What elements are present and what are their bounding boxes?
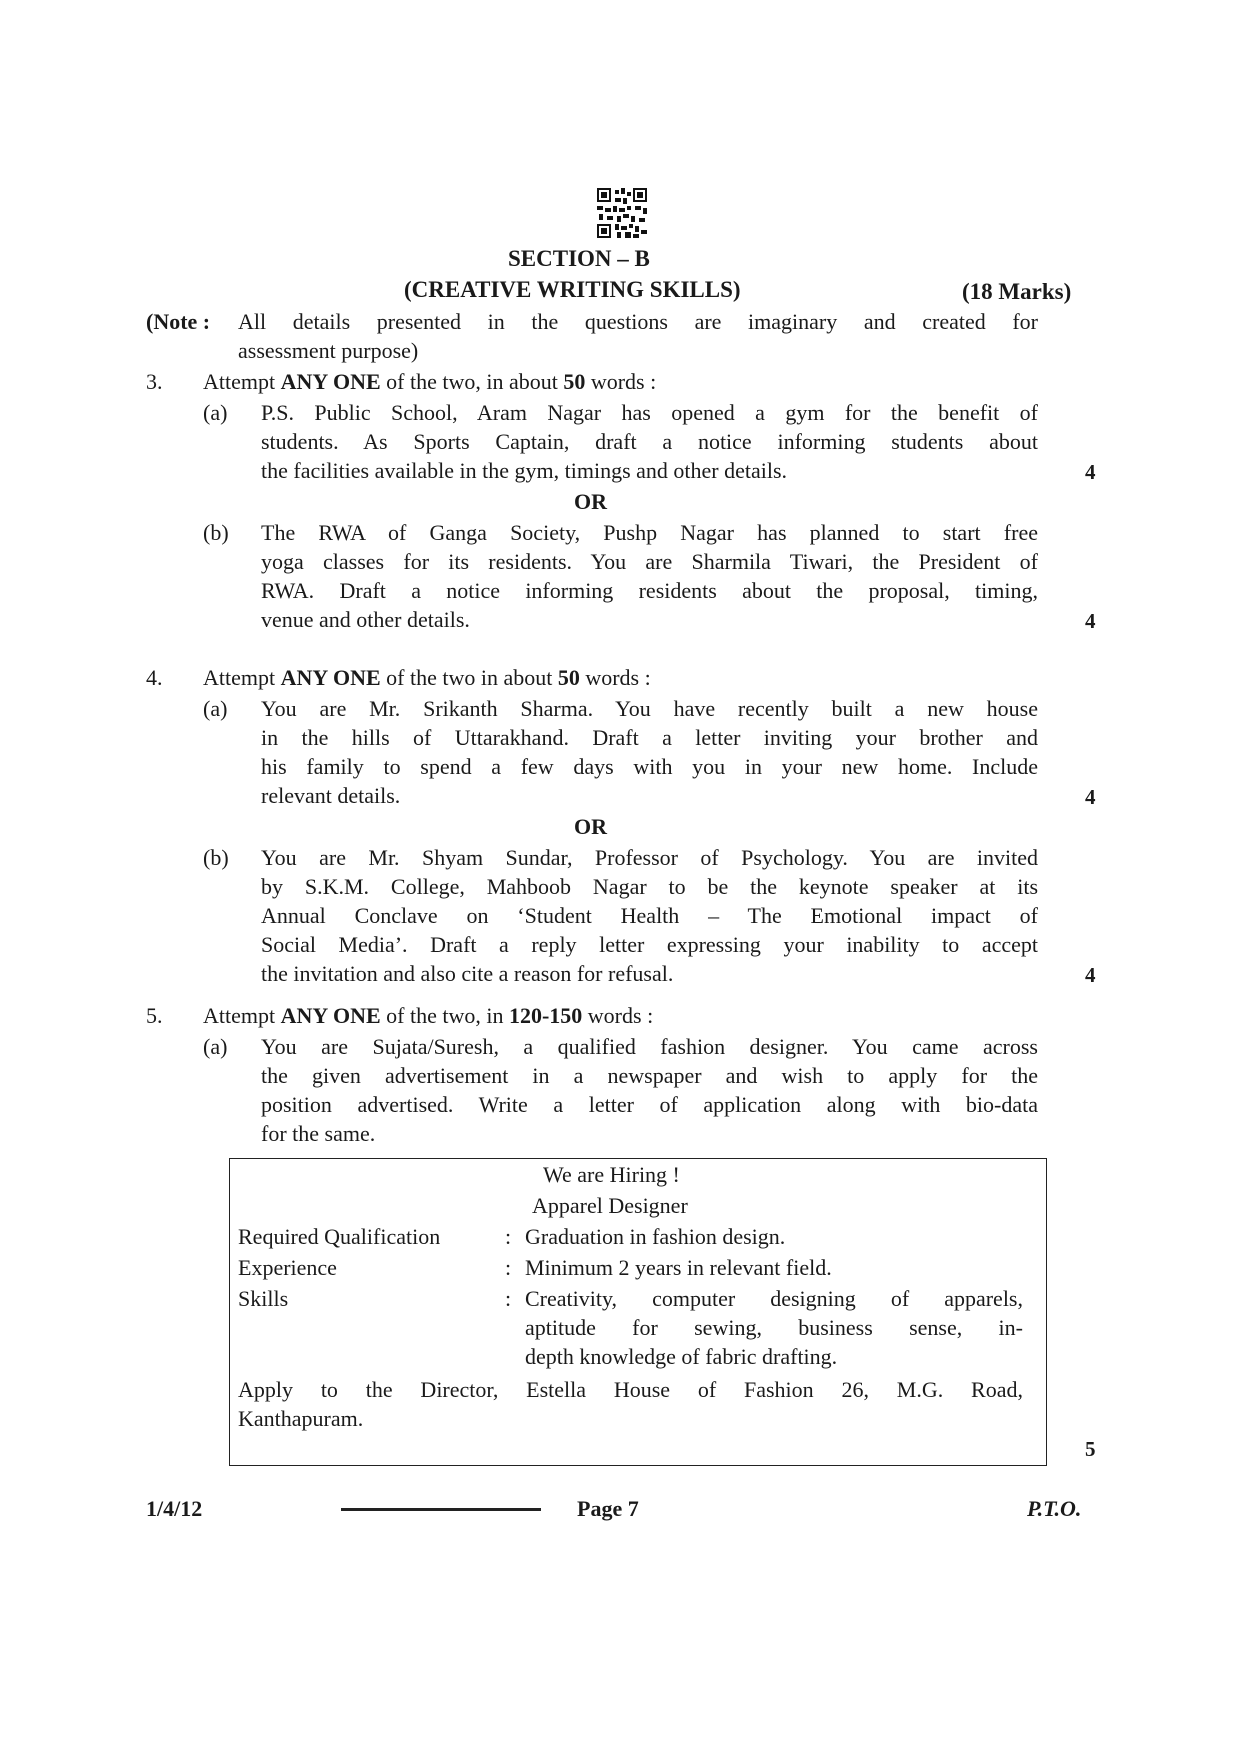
q5-a-marks: 5 — [1085, 1437, 1096, 1461]
q3-a-line-2: students. As Sports Captain, draft a notice informing students about — [261, 429, 1038, 454]
q3-b-label: (b) — [203, 520, 229, 545]
section-marks: (18 Marks) — [962, 279, 1072, 304]
ad-row-value-qualification: Graduation in fashion design. — [525, 1224, 786, 1249]
ad-row-value-skills-2: aptitude for sewing, business sense, in- — [525, 1315, 1023, 1340]
note-label: (Note : — [146, 309, 211, 334]
q3-b-line-2: yoga classes for its residents. You are Sharmila Tiwari, the President of — [261, 549, 1038, 574]
ad-heading-1: We are Hiring ! — [543, 1162, 680, 1187]
q4-a-marks: 4 — [1085, 785, 1096, 809]
q3-a-line-3: the facilities available in the gym, timings and other details. — [261, 458, 788, 483]
q3-b-line-3: RWA. Draft a notice informing residents about the proposal, timing, — [261, 578, 1038, 603]
q4-a-label: (a) — [203, 696, 228, 721]
section-subtitle: (CREATIVE WRITING SKILLS) — [404, 277, 741, 302]
q3-or: OR — [574, 489, 607, 514]
q4-b-line-1: You are Mr. Shyam Sundar, Professor of Psychology. You are invited — [261, 845, 1038, 870]
q4-a-line-2: in the hills of Uttarakhand. Draft a letter inviting your brother and — [261, 725, 1038, 750]
q5-a-line-1: You are Sujata/Suresh, a qualified fashion designer. You came across — [261, 1034, 1038, 1059]
q3-intro: Attempt ANY ONE of the two, in about 50 words : — [203, 369, 657, 394]
q5-a-line-3: position advertised. Write a letter of application along with bio-data — [261, 1092, 1038, 1117]
section-title: SECTION – B — [508, 246, 650, 271]
q3-b-marks: 4 — [1085, 609, 1096, 633]
ad-row-value-skills-1: Creativity, computer designing of apparels, — [525, 1286, 1023, 1311]
ad-row-sep-skills: : — [505, 1286, 512, 1311]
footer-page: Page 7 — [577, 1496, 639, 1521]
ad-row-value-experience: Minimum 2 years in relevant field. — [525, 1255, 832, 1280]
q4-b-line-2: by S.K.M. College, Mahboob Nagar to be the keynote speaker at its — [261, 874, 1038, 899]
q4-a-line-4: relevant details. — [261, 783, 401, 808]
q3-number: 3. — [146, 369, 163, 394]
ad-row-value-skills-3: depth knowledge of fabric drafting. — [525, 1344, 838, 1369]
footer-code: 1/4/12 — [146, 1496, 203, 1521]
q4-a-line-3: his family to spend a few days with you in your new home. Include — [261, 754, 1038, 779]
q3-a-marks: 4 — [1085, 460, 1096, 484]
q4-number: 4. — [146, 665, 163, 690]
q4-b-line-4: Social Media’. Draft a reply letter expressing your inability to accept — [261, 932, 1038, 957]
q3-a-line-1: P.S. Public School, Aram Nagar has opened a gym for the benefit of — [261, 400, 1038, 425]
ad-apply-line-1: Apply to the Director, Estella House of Fashion 26, M.G. Road, — [238, 1377, 1023, 1402]
ad-apply-line-2: Kanthapuram. — [238, 1406, 364, 1431]
q3-b-line-4: venue and other details. — [261, 607, 470, 632]
q4-b-line-5: the invitation and also cite a reason for refusal. — [261, 961, 674, 986]
q4-or: OR — [574, 814, 607, 839]
q4-b-label: (b) — [203, 845, 229, 870]
q5-a-label: (a) — [203, 1034, 228, 1059]
note-text-2: assessment purpose) — [238, 338, 419, 363]
footer-pto: P.T.O. — [1027, 1496, 1082, 1521]
ad-row-label-qualification: Required Qualification — [238, 1224, 441, 1249]
q3-a-label: (a) — [203, 400, 228, 425]
q5-a-line-2: the given advertisement in a newspaper and wish to apply for the — [261, 1063, 1038, 1088]
footer-rule — [341, 1508, 541, 1511]
q4-a-line-1: You are Mr. Srikanth Sharma. You have recently built a new house — [261, 696, 1038, 721]
ad-row-label-experience: Experience — [238, 1255, 337, 1280]
q5-intro: Attempt ANY ONE of the two, in 120-150 words : — [203, 1003, 654, 1028]
ad-row-sep-experience: : — [505, 1255, 512, 1280]
q4-intro: Attempt ANY ONE of the two in about 50 words : — [203, 665, 651, 690]
ad-heading-2: Apparel Designer — [532, 1193, 688, 1218]
ad-row-sep-qualification: : — [505, 1224, 512, 1249]
note-text-1: All details presented in the questions are imaginary and created for — [238, 309, 1038, 334]
qr-code — [597, 188, 647, 238]
q5-number: 5. — [146, 1003, 163, 1028]
q4-b-line-3: Annual Conclave on ‘Student Health – The Emotional impact of — [261, 903, 1038, 928]
q4-b-marks: 4 — [1085, 963, 1096, 987]
q5-a-line-4: for the same. — [261, 1121, 376, 1146]
ad-row-label-skills: Skills — [238, 1286, 289, 1311]
q3-b-line-1: The RWA of Ganga Society, Pushp Nagar has planned to start free — [261, 520, 1038, 545]
note-line-1 — [146, 307, 210, 336]
